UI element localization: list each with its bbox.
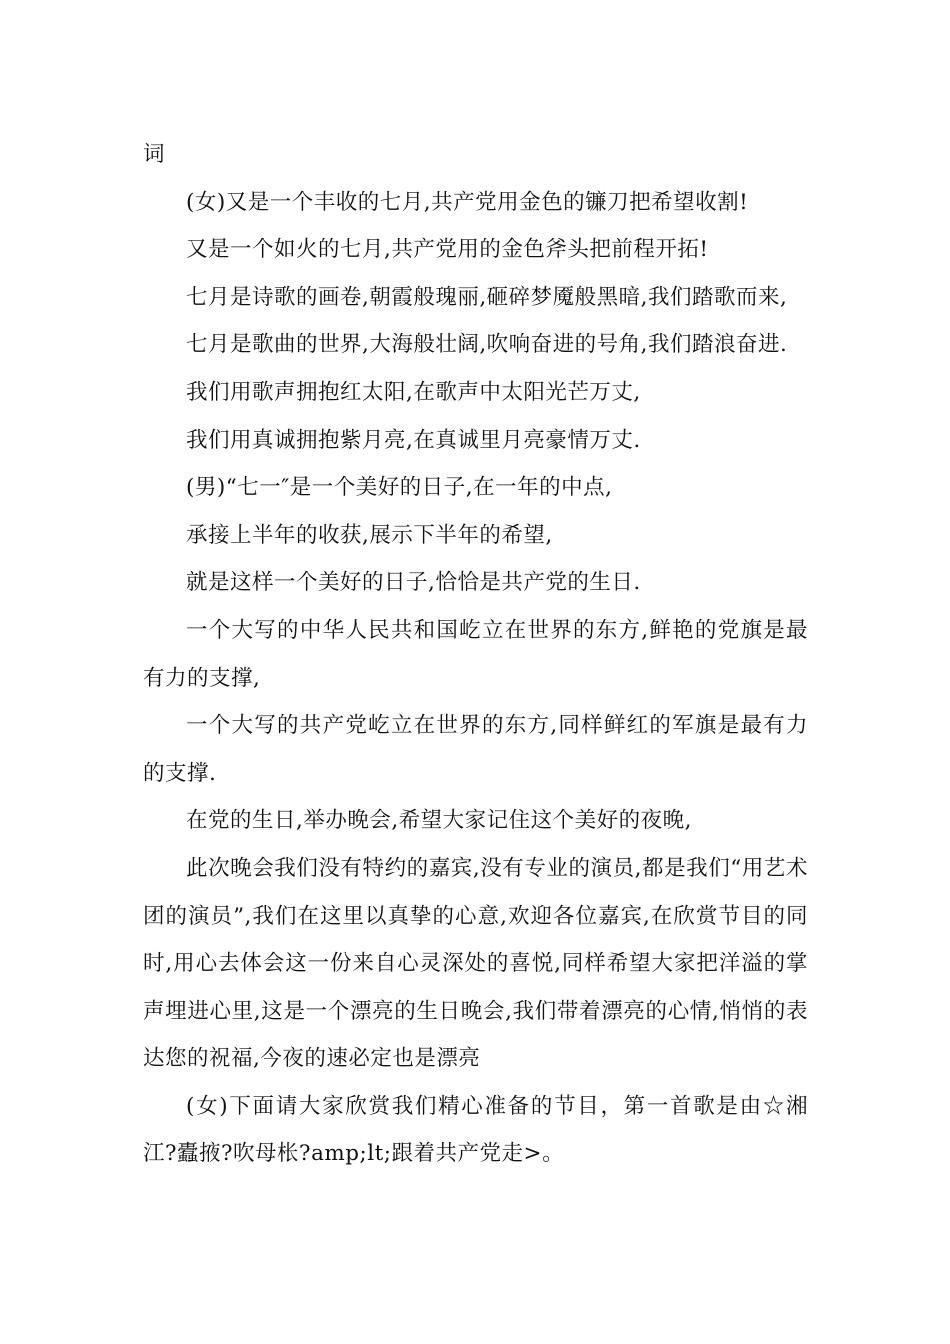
document-body — [143, 131, 808, 1178]
paragraph: 我们用歌声拥抱红太阳,在歌声中太阳光芒万丈, — [186, 379, 641, 405]
paragraph: 七月是诗歌的画卷,朝霞般瑰丽,砸碎梦魇般黑暗,我们踏歌而来, — [186, 284, 788, 310]
paragraph: 我们用真诚拥抱紫月亮,在真诚里月亮豪情万丈. — [186, 427, 641, 453]
paragraph: 在党的生日,举办晚会,希望大家记住这个美好的夜晚, — [186, 808, 693, 834]
paragraph-heading-fragment: 词 — [143, 142, 166, 167]
paragraph: (男)“七一″是一个美好的日子,在一年的中点, — [186, 475, 613, 501]
paragraph: (女)又是一个丰收的七月,共产党用金色的镰刀把希望收割! — [186, 189, 749, 215]
paragraph: 七月是歌曲的世界,大海般壮阔,吹响奋进的号角,我们踏浪奋进. — [186, 332, 788, 358]
paragraph: 一个大写的共产党屹立在世界的东方,同样鲜红的军旗是最有力的支撑. — [143, 713, 808, 786]
paragraph: 一个大写的中华人民共和国屹立在世界的东方,鲜艳的党旗是最有力的支撑, — [143, 617, 808, 691]
paragraph: 就是这样一个美好的日子,恰恰是共产党的生日. — [186, 570, 641, 596]
paragraph: 此次晚会我们没有特约的嘉宾,没有专业的演员,都是我们“用艺术团的演员”,我们在这里以真挚的心意,欢迎各位嘉宾,在欣赏节目的同时,用心去体会这一份来自心灵深处的喜悦,同样希望大家把洋溢的掌声埋进心里,这是一个漂亮的生日晚会,我们带着漂亮的心情,悄悄的表达您的祝福,今夜的速必定也是漂亮 — [143, 855, 808, 1072]
paragraph: 又是一个如火的七月,共产党用的金色斧头把前程开拓! — [186, 237, 709, 263]
paragraph: (女)下面请大家欣赏我们精心准备的节目，第一首歌是由☆湘江?蠹掖?吹母枨?amp;lt;跟着共产党走>。 — [143, 1093, 808, 1167]
paragraph: 承接上半年的收获,展示下半年的希望, — [186, 522, 553, 548]
